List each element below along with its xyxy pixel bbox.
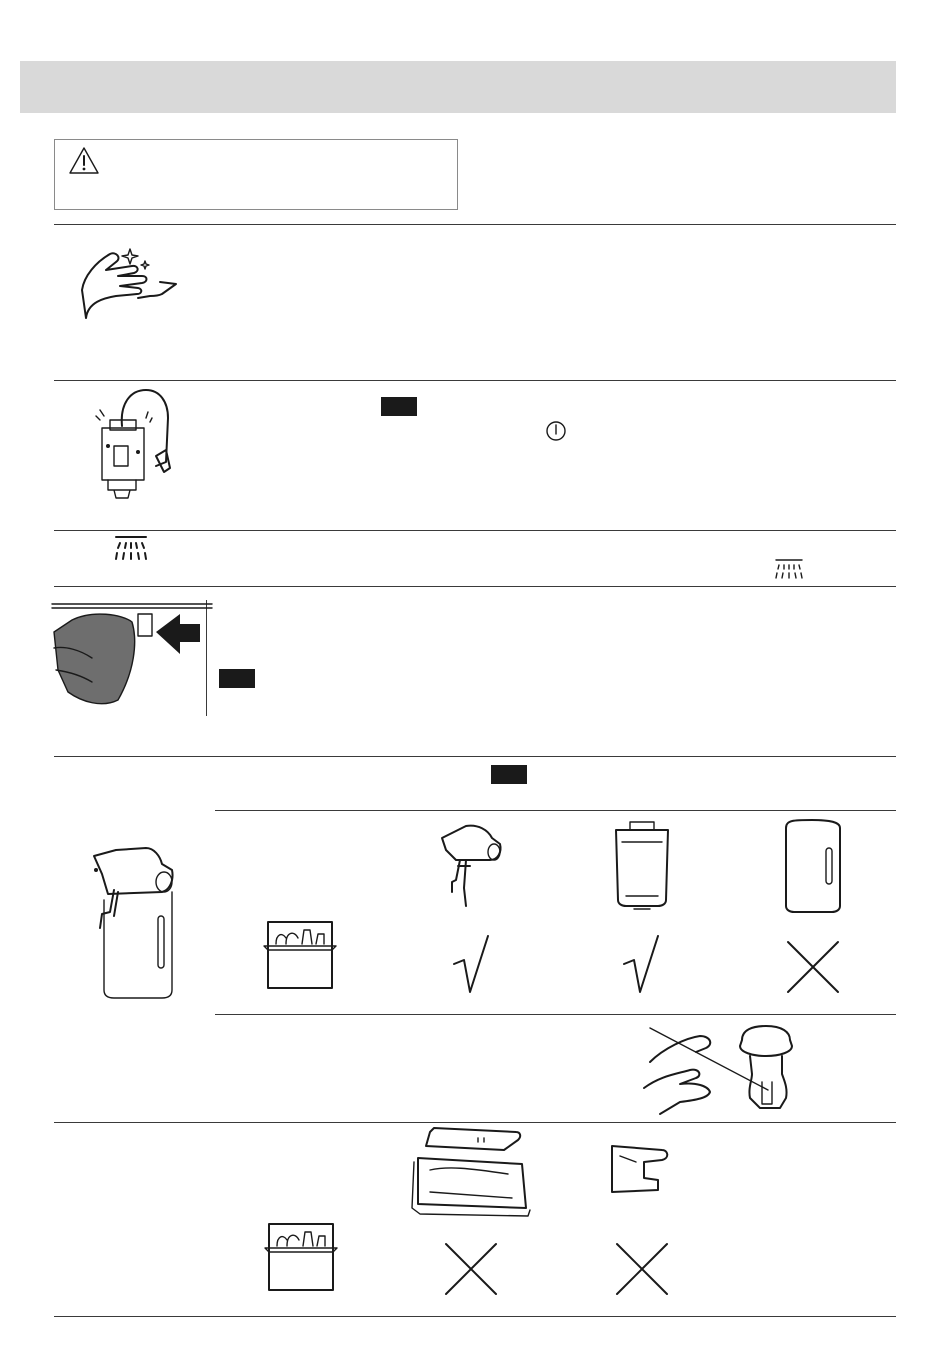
section-header-bar (20, 61, 896, 113)
power-icon (545, 420, 567, 442)
divider-3 (54, 530, 896, 531)
clean-hands-icon (80, 246, 180, 320)
dishwasher-icon (263, 1222, 339, 1292)
divider-1 (54, 224, 896, 225)
highlight-block-3 (491, 765, 527, 784)
divider-5 (54, 756, 896, 757)
cross-mark-icon (613, 1240, 671, 1298)
spray-icon (114, 533, 148, 563)
check-mark-icon (452, 934, 492, 996)
milk-container-illustration (88, 840, 183, 1000)
divider-4 (54, 586, 896, 587)
highlight-block-2 (219, 669, 255, 688)
cross-mark-icon (784, 938, 842, 996)
warning-box (54, 139, 458, 210)
highlight-block-1 (381, 397, 417, 416)
dishwasher-icon (262, 920, 338, 990)
divider-8 (54, 1122, 896, 1123)
grounds-container-icon (608, 1142, 672, 1198)
cross-mark-icon (442, 1240, 500, 1298)
spray-icon-inline (774, 557, 804, 581)
divider-2 (54, 380, 896, 381)
tap-rinse-illustration (90, 386, 185, 506)
milk-outer-container-icon (782, 818, 844, 914)
divider-6 (215, 810, 896, 811)
needle-cleaning-illustration (640, 1018, 815, 1118)
check-mark-icon (622, 934, 662, 996)
drip-tray-icon (408, 1126, 534, 1218)
divider-9 (54, 1316, 896, 1317)
milk-lid-assembly-icon (436, 820, 506, 910)
divider-7 (215, 1014, 896, 1015)
milk-inner-jug-icon (612, 820, 672, 910)
steam-wand-wipe-illustration (52, 592, 212, 712)
warning-triangle-icon (68, 146, 100, 176)
